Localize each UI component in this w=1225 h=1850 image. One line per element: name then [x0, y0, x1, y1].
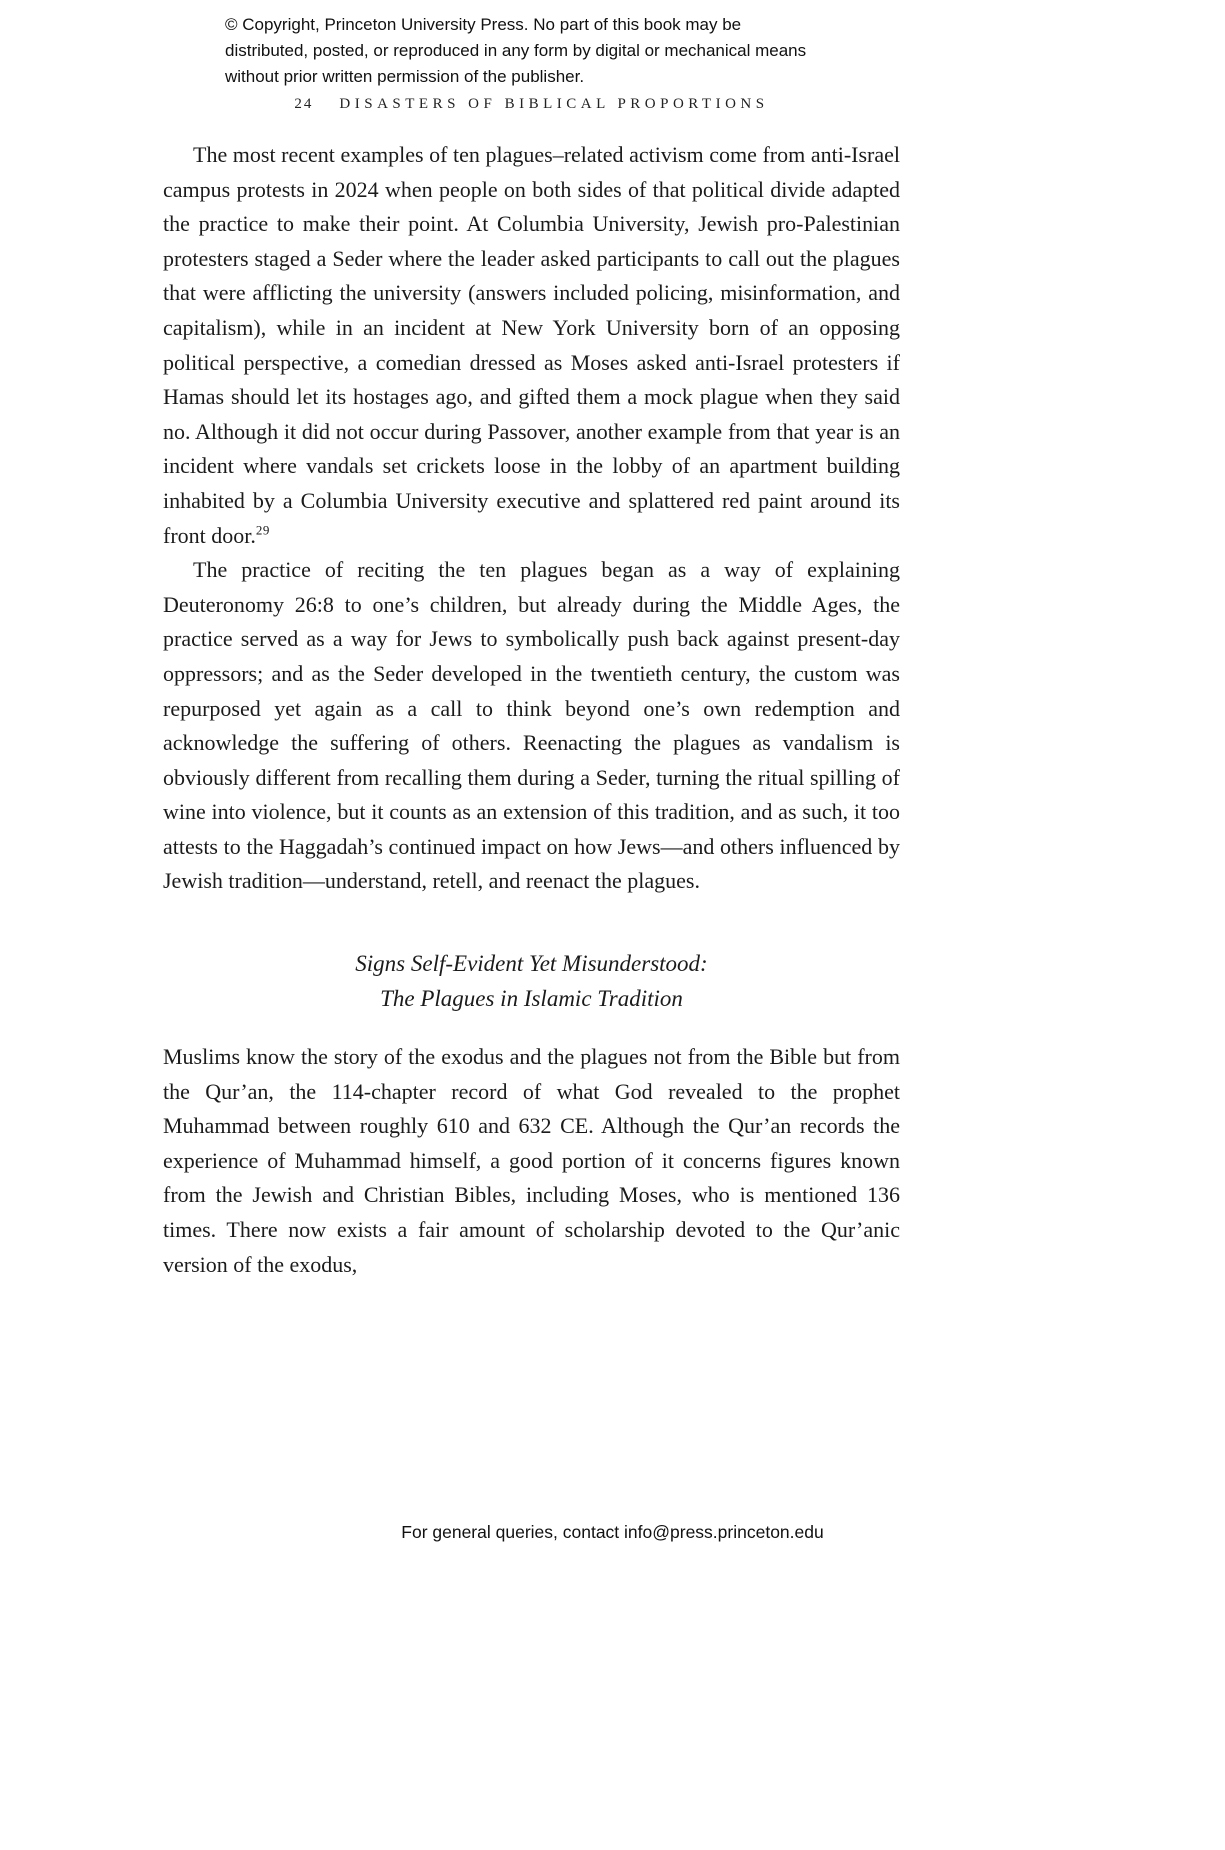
paragraph-2: The practice of reciting the ten plagues began as a way of explaining Deuteronomy 26:8 to one’s children, but already during the Middle Ages, the practice served as a way for Jews to symbolically push back against present-day oppressors; and as the Seder developed in the twentieth century, the custom was repurposed yet again as a call to think beyond one’s own redemption and acknowledge the suffering of others. Reenacting the plagues as vandalism is obviously different from recalling them during a Seder, turning the ritual spilling of wine into violence, but it counts as an extension of this tradition, and as such, it too attests to the Haggadah’s continued impact on how Jews—and others influenced by Jewish tradition—understand, retell, and reenact the plagues. [163, 557, 900, 894]
copyright-notice: © Copyright, Princeton University Press. No part of this book may be distributed, posted, or reproduced in any form by digital or mechanical means without prior written permission of the publisher. [225, 15, 807, 86]
section-heading [163, 946, 900, 1016]
paragraph-1-text: The most recent examples of ten plagues–related activism come from anti-Israel campus protests in 2024 when people on both sides of that political divide adapted the practice to make their point. At Columbia University, Jewish pro-Palestinian protesters staged a Seder where the leader asked participants to call out the plagues that were afflicting the university (answers included policing, misinformation, and capitalism), while in an incident at New York University born of an opposing political perspective, a comedian dressed as Moses asked anti-Israel protesters if Hamas should let its hostages ago, and gifted them a mock plague when they said no. Although it did not occur during Passover, another example from that year is an incident where vandals set crickets loose in the lobby of an apartment building inhabited by a Columbia University executive and splattered red paint around its front door. [163, 142, 900, 548]
page-number: 24 [294, 96, 314, 112]
footnote-reference-29: 29 [255, 522, 270, 538]
running-header [163, 96, 900, 113]
paragraph-1 [163, 138, 900, 553]
paragraph-3: Muslims know the story of the exodus and the plagues not from the Bible but from the Qur’an, the 114-chapter record of what God revealed to the prophet Muhammad between roughly 610 and 632 CE. Although the Qur’an records the experience of Muhammad himself, a good portion of it concerns figures known from the Jewish and Christian Bibles, including Moses, who is mentioned 136 times. There now exists a fair amount of scholarship devoted to the Qur’anic version of the exodus, [163, 1044, 900, 1277]
running-header-title: DISASTERS OF BIBLICAL PROPORTIONS [339, 96, 769, 112]
section-heading-line-1: Signs Self-Evident Yet Misunderstood: [355, 951, 708, 977]
section-heading-line-2: The Plagues in Islamic Tradition [380, 986, 683, 1012]
page-footer [0, 1522, 1225, 1543]
footer-text: For general queries, contact [401, 1522, 625, 1542]
contact-email-link[interactable]: info@press.princeton.edu [624, 1522, 824, 1542]
body-text [163, 138, 900, 1282]
